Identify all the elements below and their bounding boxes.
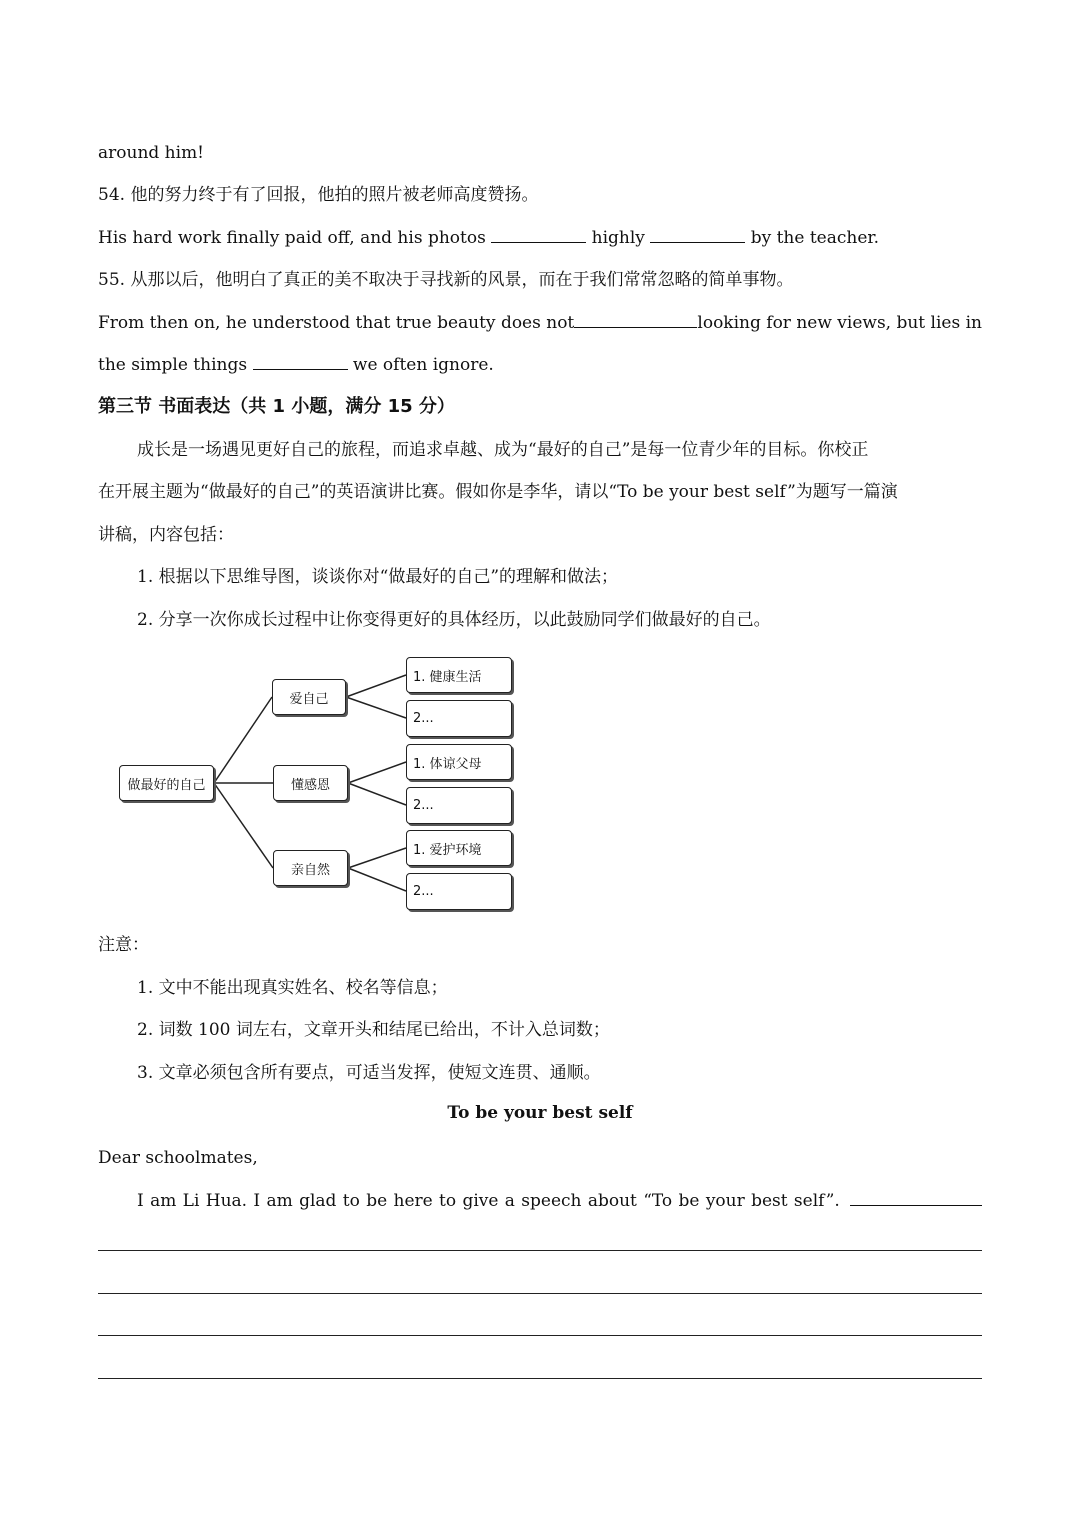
mindmap-leaf-3-2: 2... xyxy=(406,873,512,910)
q55-text-part-4: we often ignore. xyxy=(347,355,494,375)
branch-3-item-1-connector xyxy=(348,848,406,868)
content-point-1: 1. 根据以下思维导图，谈谈你对“做最好的自己”的理解和做法； xyxy=(137,567,619,587)
section-intro-line-2: 在开展主题为“做最好的自己”的英语演讲比赛。假如你是李华，请以“To be your best self”为题写一篇演 xyxy=(98,482,898,502)
answer-line[interactable] xyxy=(98,1250,982,1251)
previous-answer-fragment: around him! xyxy=(98,143,205,163)
essay-opening-line xyxy=(137,1189,982,1213)
section-intro-line-1: 成长是一场遇见更好自己的旅程，而追求卓越、成为“最好的自己”是每一位青少年的目标。你校正 xyxy=(137,440,869,460)
q55-text-part-2: looking for new views, but lies in xyxy=(697,313,982,333)
q54-chinese-prompt: 54. 他的努力终于有了回报，他拍的照片被老师高度赞扬。 xyxy=(98,185,539,205)
mindmap-leaf-1-2: 2... xyxy=(406,700,512,737)
q54-text-part-2: highly xyxy=(586,228,651,248)
essay-opening-word: glad xyxy=(299,1191,337,1211)
notes-heading: 注意： xyxy=(98,935,149,955)
mindmap-leaf-2-1: 1. 体谅父母 xyxy=(406,744,512,780)
q54-text-part-3: by the teacher. xyxy=(745,228,880,248)
root-to-branch-3-connector xyxy=(214,783,273,868)
section-heading: 第三节 书面表达（共 1 小题，满分 15 分） xyxy=(98,396,455,417)
mindmap-branch-gratitude: 懂感恩 xyxy=(273,765,348,801)
answer-line[interactable] xyxy=(98,1378,982,1379)
essay-salutation: Dear schoolmates, xyxy=(98,1148,258,1168)
q55-chinese-prompt: 55. 从那以后，他明白了真正的美不取决于寻找新的风景，而在于我们常常忽略的简单事物。 xyxy=(98,270,794,290)
root-to-branch-1-connector xyxy=(214,697,272,783)
essay-opening-word: be xyxy=(366,1191,388,1211)
mindmap-branch-nature: 亲自然 xyxy=(273,850,348,886)
section-intro-line-3: 讲稿，内容包括： xyxy=(98,525,234,545)
essay-opening-word: here xyxy=(393,1191,433,1211)
answer-line[interactable] xyxy=(98,1293,982,1294)
essay-opening-word: to xyxy=(342,1191,360,1211)
mindmap-branch-love-self: 爱自己 xyxy=(272,679,346,715)
mindmap-leaf-2-2: 2... xyxy=(406,787,512,824)
essay-opening-word: I xyxy=(253,1191,261,1211)
answer-line[interactable] xyxy=(98,1335,982,1336)
essay-opening-word: Hua. xyxy=(205,1191,248,1211)
note-item-1: 1. 文中不能出现真实姓名、校名等信息； xyxy=(137,978,448,998)
essay-opening-word: “To xyxy=(643,1191,673,1211)
essay-opening-word: about xyxy=(587,1191,637,1211)
essay-opening-word: to xyxy=(439,1191,457,1211)
mindmap-root-node: 做最好的自己 xyxy=(119,765,214,801)
branch-2-item-1-connector xyxy=(348,762,406,783)
mindmap-leaf-3-1: 1. 爱护环境 xyxy=(406,830,512,866)
essay-opening-word: your xyxy=(705,1191,745,1211)
essay-opening-word: best xyxy=(751,1191,788,1211)
branch-3-item-2-connector xyxy=(348,868,406,891)
content-point-2: 2. 分享一次你成长过程中让你变得更好的具体经历，以此鼓励同学们做最好的自己。 xyxy=(137,610,771,630)
essay-opening-word: Li xyxy=(182,1191,200,1211)
essay-opening-word: am xyxy=(150,1191,177,1211)
branch-1-item-2-connector xyxy=(346,697,406,718)
essay-answer-blank-start[interactable] xyxy=(850,1189,982,1206)
essay-opening-word: be xyxy=(678,1191,700,1211)
essay-opening-word: give xyxy=(462,1191,499,1211)
essay-opening-word: a xyxy=(504,1191,515,1211)
q55-text-part-1: From then on, he understood that true beauty does not xyxy=(98,313,575,333)
note-item-2: 2. 词数 100 词左右，文章开头和结尾已给出，不计入总词数； xyxy=(137,1020,610,1040)
essay-opening-word: am xyxy=(266,1191,293,1211)
essay-opening-word: self”. xyxy=(793,1191,840,1211)
essay-opening-word: I xyxy=(137,1191,144,1211)
essay-opening-text xyxy=(137,1189,840,1213)
branch-2-item-2-connector xyxy=(348,783,406,805)
note-item-3: 3. 文章必须包含所有要点，可适当发挥，使短文连贯、通顺。 xyxy=(137,1063,601,1083)
q55-text-part-3: the simple things xyxy=(98,355,253,375)
branch-1-item-1-connector xyxy=(346,675,406,697)
essay-opening-word: speech xyxy=(521,1191,582,1211)
essay-title: To be your best self xyxy=(447,1103,633,1123)
mindmap-leaf-1-1: 1. 健康生活 xyxy=(406,657,512,693)
q54-text-part-1: His hard work finally paid off, and his photos xyxy=(98,228,492,248)
